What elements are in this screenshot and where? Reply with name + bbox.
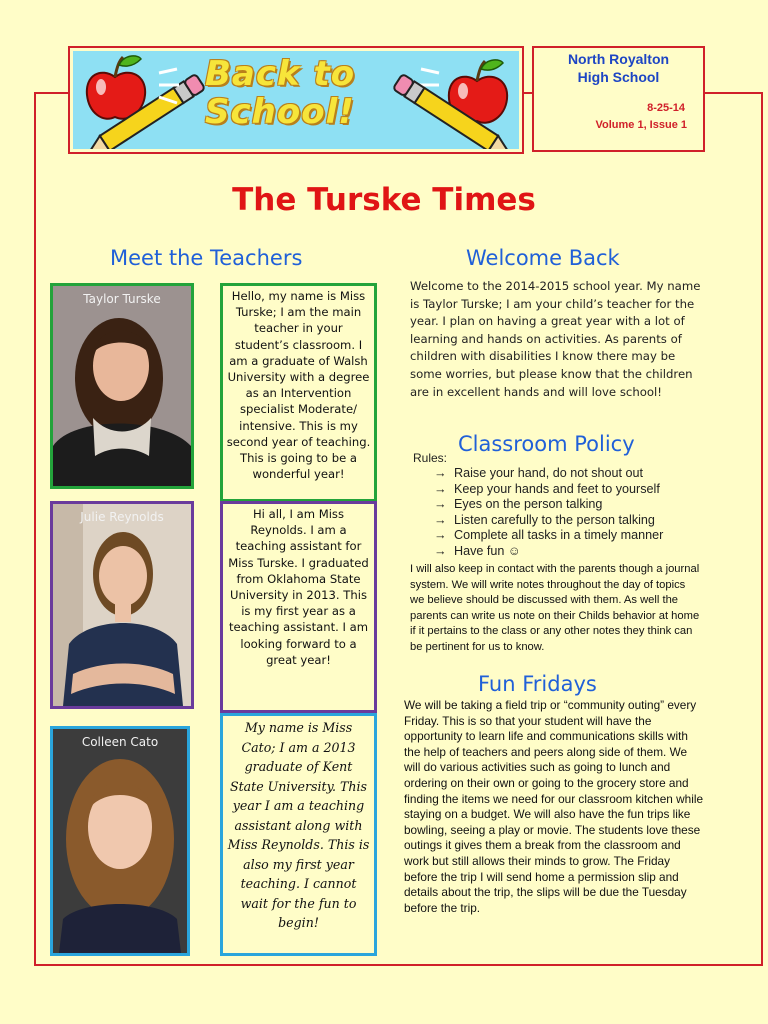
arrow-icon: → (434, 512, 447, 527)
teacher-photo-1 (50, 283, 194, 489)
banner-line-1: Back to (205, 54, 356, 94)
back-to-school-banner (68, 46, 524, 154)
rule-item: → Raise your hand, do not shout out (434, 466, 644, 480)
rules-label: Rules: (413, 451, 448, 465)
teachers-heading: Meet the Teachers (110, 246, 303, 270)
issue-date: 8-25-14 (647, 102, 685, 114)
newsletter-title: The Turske Times (232, 182, 536, 218)
teacher-photo-3 (50, 726, 190, 956)
fun-fridays-heading: Fun Fridays (478, 672, 597, 696)
masthead-info (532, 46, 705, 152)
policy-heading: Classroom Policy (458, 432, 635, 456)
teacher-portrait (53, 504, 191, 706)
school-name (534, 50, 703, 86)
banner-line-2: School! (205, 92, 355, 132)
teacher-bio-2: Hi all, I am Miss Reynolds. I am a teaching assistant for Miss Turske. I graduated from Oklahoma State University in 2013. This is my first year as a teaching assistant. I am looking forward to a great year! (220, 501, 377, 713)
welcome-heading: Welcome Back (466, 246, 620, 270)
rule-item: → Keep your hands and feet to yourself (434, 481, 660, 496)
rule-item: → Listen carefully to the person talking (434, 512, 655, 527)
welcome-body: Welcome to the 2014-2015 school year. My name is Taylor Turske; I am your child’s teacher for the year. I plan on having a great year with a lot of learning and hands on activities. As parents of children with disabilities I know there may be some worries, but please know that the children are in excellent hands and will love school! (410, 279, 701, 399)
school-line-2: High School (577, 69, 660, 85)
rule-item: → Have fun ☺ (434, 543, 521, 558)
teacher-name: Julie Reynolds (80, 510, 164, 524)
policy-body: I will also keep in contact with the parents though a journal system. We will write notes throughout the day of topics we believe should be discussed with them. As well the parents can write us note on their Childs behavior at home if it pertains to the class or any other notes they think can be pertinent for us to know. (410, 563, 700, 653)
teacher-name: Taylor Turske (83, 292, 161, 306)
school-line-1: North Royalton (567, 51, 670, 67)
arrow-icon: → (434, 497, 447, 512)
rule-item: → Complete all tasks in a timely manner (434, 528, 664, 543)
arrow-icon: → (434, 528, 447, 543)
issue-volume: Volume 1, Issue 1 (595, 119, 687, 131)
rule-item: → Eyes on the person talking (434, 497, 603, 512)
teacher-portrait (53, 286, 191, 486)
banner-title (205, 55, 355, 131)
banner-clipart (73, 51, 519, 149)
rules-list (434, 466, 663, 560)
apple-icon (87, 56, 145, 119)
arrow-icon: → (434, 481, 447, 496)
teacher-portrait (53, 729, 187, 953)
arrow-icon: → (434, 543, 447, 558)
teacher-bio-1: Hello, my name is Miss Turske; I am the main teacher in your student’s classroom. I am a graduate of Walsh University with a degree as an Intervention specialist Moderate/ intensive. This is my second year of teaching. This is going to be a wonderful year! (220, 283, 377, 502)
arrow-icon: → (434, 466, 447, 480)
teacher-photo-2 (50, 501, 194, 709)
fun-fridays-body: We will be taking a field trip or “community outing” every Friday. This is so that your student will have the opportunity to learn life and communications skills with the help of teachers and peers along side of them. We will do various activities such as going to lunch and ordering on their own or going to the grocery store and finding the items we need for our classroom kitchen while staying on a budget. We will also have the fun trips like bowling, seeing a play or movie. The students love these outings it gives them a break from the classroom and work but still allows their minds to grow. The Friday before the trip I will send home a permission slip and details about the trip, the slips will be due the Tuesday before the trip. (404, 698, 704, 915)
teacher-name: Colleen Cato (81, 735, 159, 749)
teacher-bio-3: My name is Miss Cato; I am a 2013 graduate of Kent State University. This year I am a teaching assistant along with Miss Reynolds. This is also my first year teaching. I cannot wait for the fun to begin! (220, 713, 377, 956)
